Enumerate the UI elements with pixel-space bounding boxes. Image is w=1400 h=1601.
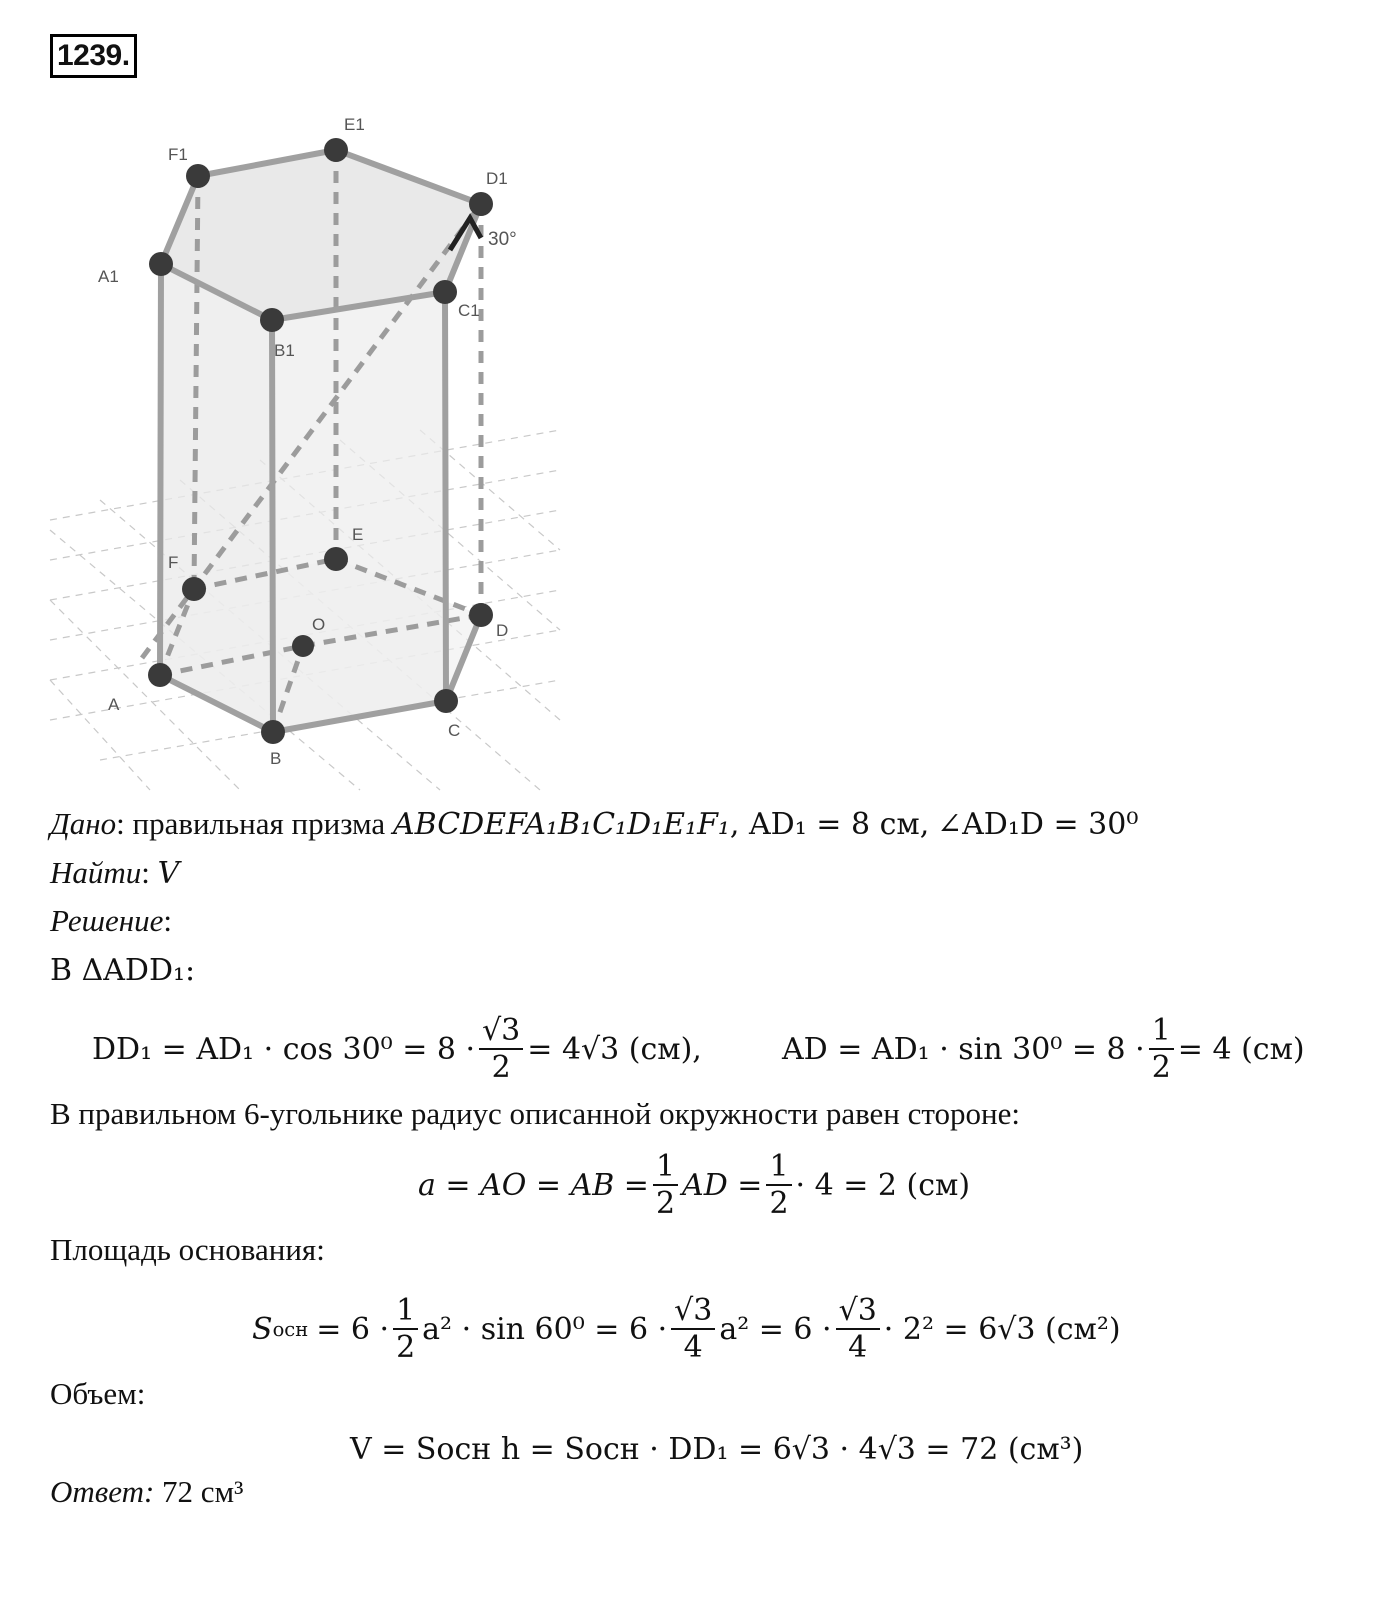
- label-E: E: [352, 525, 364, 544]
- label-D: D: [496, 621, 509, 640]
- label-E1: E1: [344, 115, 365, 134]
- given-cond1: AD₁ = 8 см,: [749, 807, 930, 842]
- frac-num: √3: [479, 1015, 523, 1051]
- given-label: Дано: [50, 806, 117, 841]
- fraction-1-2: [393, 1292, 418, 1365]
- find-value: V: [157, 856, 180, 891]
- answer-line: [50, 1470, 243, 1514]
- equation-volume: V = Sосн h = Sосн · DD₁ = 6√3 · 4√3 = 72 (см³): [350, 1431, 1084, 1467]
- given-cond2: ∠AD₁D = 30⁰: [937, 807, 1139, 842]
- eq3-s: S: [252, 1311, 273, 1347]
- label-O: O: [312, 615, 326, 634]
- equation-dd1: [92, 1004, 702, 1094]
- frac-num: √3: [836, 1295, 880, 1331]
- frac-num: 1: [766, 1151, 791, 1187]
- find-label: Найти: [50, 855, 142, 890]
- fraction-1-2: [1149, 1012, 1174, 1085]
- triangle-line: [50, 948, 195, 992]
- answer-value: 72 см³: [162, 1474, 244, 1509]
- eq3-p3: a² = 6 ·: [719, 1311, 832, 1347]
- label-C: C: [448, 721, 461, 740]
- find-line: Найти: V: [50, 855, 180, 891]
- equation-area: [252, 1284, 1121, 1374]
- solution-label: Решение: [50, 903, 164, 938]
- label-B1: B1: [274, 341, 295, 360]
- frac-num: 1: [1149, 1015, 1174, 1051]
- fraction-1-2b: [766, 1148, 791, 1221]
- fraction-sqrt3-4b: [836, 1292, 880, 1365]
- given-text: правильная призма: [132, 806, 386, 841]
- frac-den: 2: [1151, 1050, 1171, 1085]
- equation-ad: [782, 1004, 1305, 1094]
- label-A1: A1: [98, 267, 119, 286]
- frac-den: 4: [848, 1330, 868, 1365]
- frac-den: 2: [491, 1050, 511, 1085]
- equation-side: [418, 1140, 970, 1230]
- given-prism: ABCDEFA₁B₁C₁D₁E₁F₁: [392, 807, 730, 842]
- frac-den: 2: [396, 1330, 416, 1365]
- label-A: A: [108, 695, 120, 714]
- angle-label: 30°: [488, 229, 517, 250]
- label-C1: C1: [458, 301, 480, 320]
- frac-den: 2: [769, 1186, 789, 1221]
- eq1-result2: = 4 (см): [1177, 1031, 1305, 1067]
- frac-num: √3: [671, 1295, 715, 1331]
- solution-line: Решение:: [50, 903, 172, 938]
- label-F: F: [168, 553, 179, 572]
- fraction-sqrt3-2: [479, 1012, 523, 1085]
- eq3-p1: = 6 ·: [316, 1311, 390, 1347]
- area-text: Площадь основания:: [50, 1232, 325, 1267]
- fraction-1-2: [653, 1148, 678, 1221]
- label-D1: D1: [486, 169, 508, 188]
- hexagon-text: В правильном 6-угольнике радиус описанной окружности равен стороне:: [50, 1096, 1020, 1131]
- frac-num: 1: [393, 1295, 418, 1331]
- prism-figure: [40, 100, 580, 820]
- prism-diagram: [40, 100, 580, 820]
- frac-den: 4: [683, 1330, 703, 1365]
- eq2-ad: AD =: [682, 1167, 763, 1203]
- frac-num: 1: [653, 1151, 678, 1187]
- eq1-result: = 4√3 (см),: [527, 1031, 702, 1067]
- eq1-dd1: DD₁ = AD₁ · cos 30⁰ = 8 ·: [92, 1031, 476, 1067]
- eq1-ad: AD = AD₁ · sin 30⁰ = 8 ·: [782, 1031, 1145, 1067]
- frac-den: 2: [655, 1186, 676, 1221]
- volume-text: Объем:: [50, 1376, 146, 1411]
- label-B: B: [270, 749, 282, 768]
- answer-label: Ответ:: [50, 1474, 155, 1509]
- fraction-sqrt3-4: [671, 1292, 715, 1365]
- eq3-p4: · 2² = 6√3 (см²): [883, 1311, 1121, 1347]
- triangle-text: В ΔADD₁:: [50, 953, 196, 988]
- given-line: Дано: правильная призма ABCDEFA₁B₁C₁D₁E₁F₁, AD₁ = 8 см, ∠AD₁D = 30⁰: [50, 806, 1139, 842]
- problem-number: 1239.: [50, 34, 137, 78]
- eq2-result: · 4 = 2 (см): [795, 1167, 971, 1203]
- eq3-sub: осн: [272, 1317, 309, 1341]
- eq3-p2: a² · sin 60⁰ = 6 ·: [422, 1311, 668, 1347]
- label-F1: F1: [168, 145, 188, 164]
- eq2-a: a = AO = AB =: [418, 1167, 649, 1203]
